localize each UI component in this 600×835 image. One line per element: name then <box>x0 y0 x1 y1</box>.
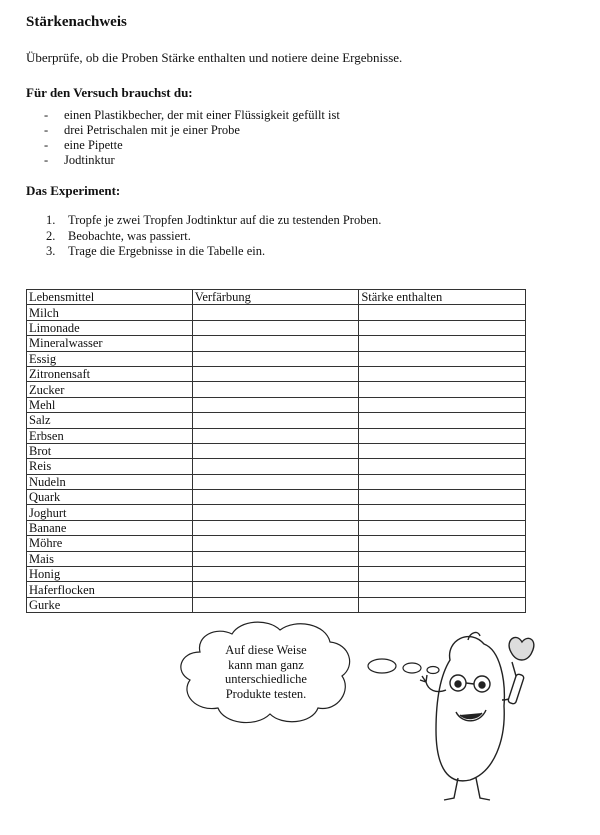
bullet-dash: - <box>44 123 49 137</box>
food-cell: Salz <box>27 413 193 428</box>
page-title: Stärkenachweis <box>26 14 127 30</box>
food-cell: Zucker <box>27 382 193 397</box>
food-cell: Essig <box>27 351 193 366</box>
header-starch: Stärke enthalten <box>359 290 526 305</box>
header-food: Lebensmittel <box>27 290 193 305</box>
food-cell: Milch <box>27 305 193 320</box>
food-cell: Limonade <box>27 320 193 335</box>
food-cell: Gurke <box>27 597 193 612</box>
food-cell: Erbsen <box>27 428 193 443</box>
food-cell: Haferflocken <box>27 582 193 597</box>
experiment-heading: Das Experiment: <box>26 183 121 198</box>
step-item: 2. Beobachte, was passiert. <box>46 228 191 243</box>
speech-bubble-text: Auf diese Weise kann man ganz unterschiedliche Produkte testen. <box>225 643 307 701</box>
materials-heading: Für den Versuch brauchst du: <box>26 85 193 100</box>
food-cell: Mineralwasser <box>27 336 193 351</box>
potato-mascot-icon <box>420 633 534 800</box>
list-item: - drei Petrischalen mit je einer Probe <box>44 123 240 137</box>
list-item: - eine Pipette <box>44 138 123 152</box>
food-cell: Mehl <box>27 397 193 412</box>
bullet-dash: - <box>44 108 49 122</box>
intro-text: Überprüfe, ob die Proben Stärke enthalten und notiere deine Ergebnisse. <box>26 50 403 65</box>
food-cell: Zitronensaft <box>27 366 193 381</box>
food-cell: Banane <box>27 520 193 535</box>
food-cell: Brot <box>27 443 193 458</box>
food-cell: Mais <box>27 551 193 566</box>
food-cell: Reis <box>27 459 193 474</box>
food-cell: Quark <box>27 490 193 505</box>
bullet-dash: - <box>44 153 49 167</box>
food-cell: Honig <box>27 567 193 582</box>
food-cell: Nudeln <box>27 474 193 489</box>
step-item: 1. Tropfe je zwei Tropfen Jodtinktur auf die zu testenden Proben. <box>46 213 382 227</box>
list-item: - Jodtinktur <box>44 153 115 167</box>
header-color-change: Verfärbung <box>192 290 359 305</box>
step-item: 3. Trage die Ergebnisse in die Tabelle ein. <box>46 244 266 258</box>
bullet-dash: - <box>44 138 49 152</box>
list-item: - einen Plastikbecher, der mit einer Flüssigkeit gefüllt ist <box>44 108 340 122</box>
food-cell: Joghurt <box>27 505 193 520</box>
food-cell: Möhre <box>27 536 193 551</box>
